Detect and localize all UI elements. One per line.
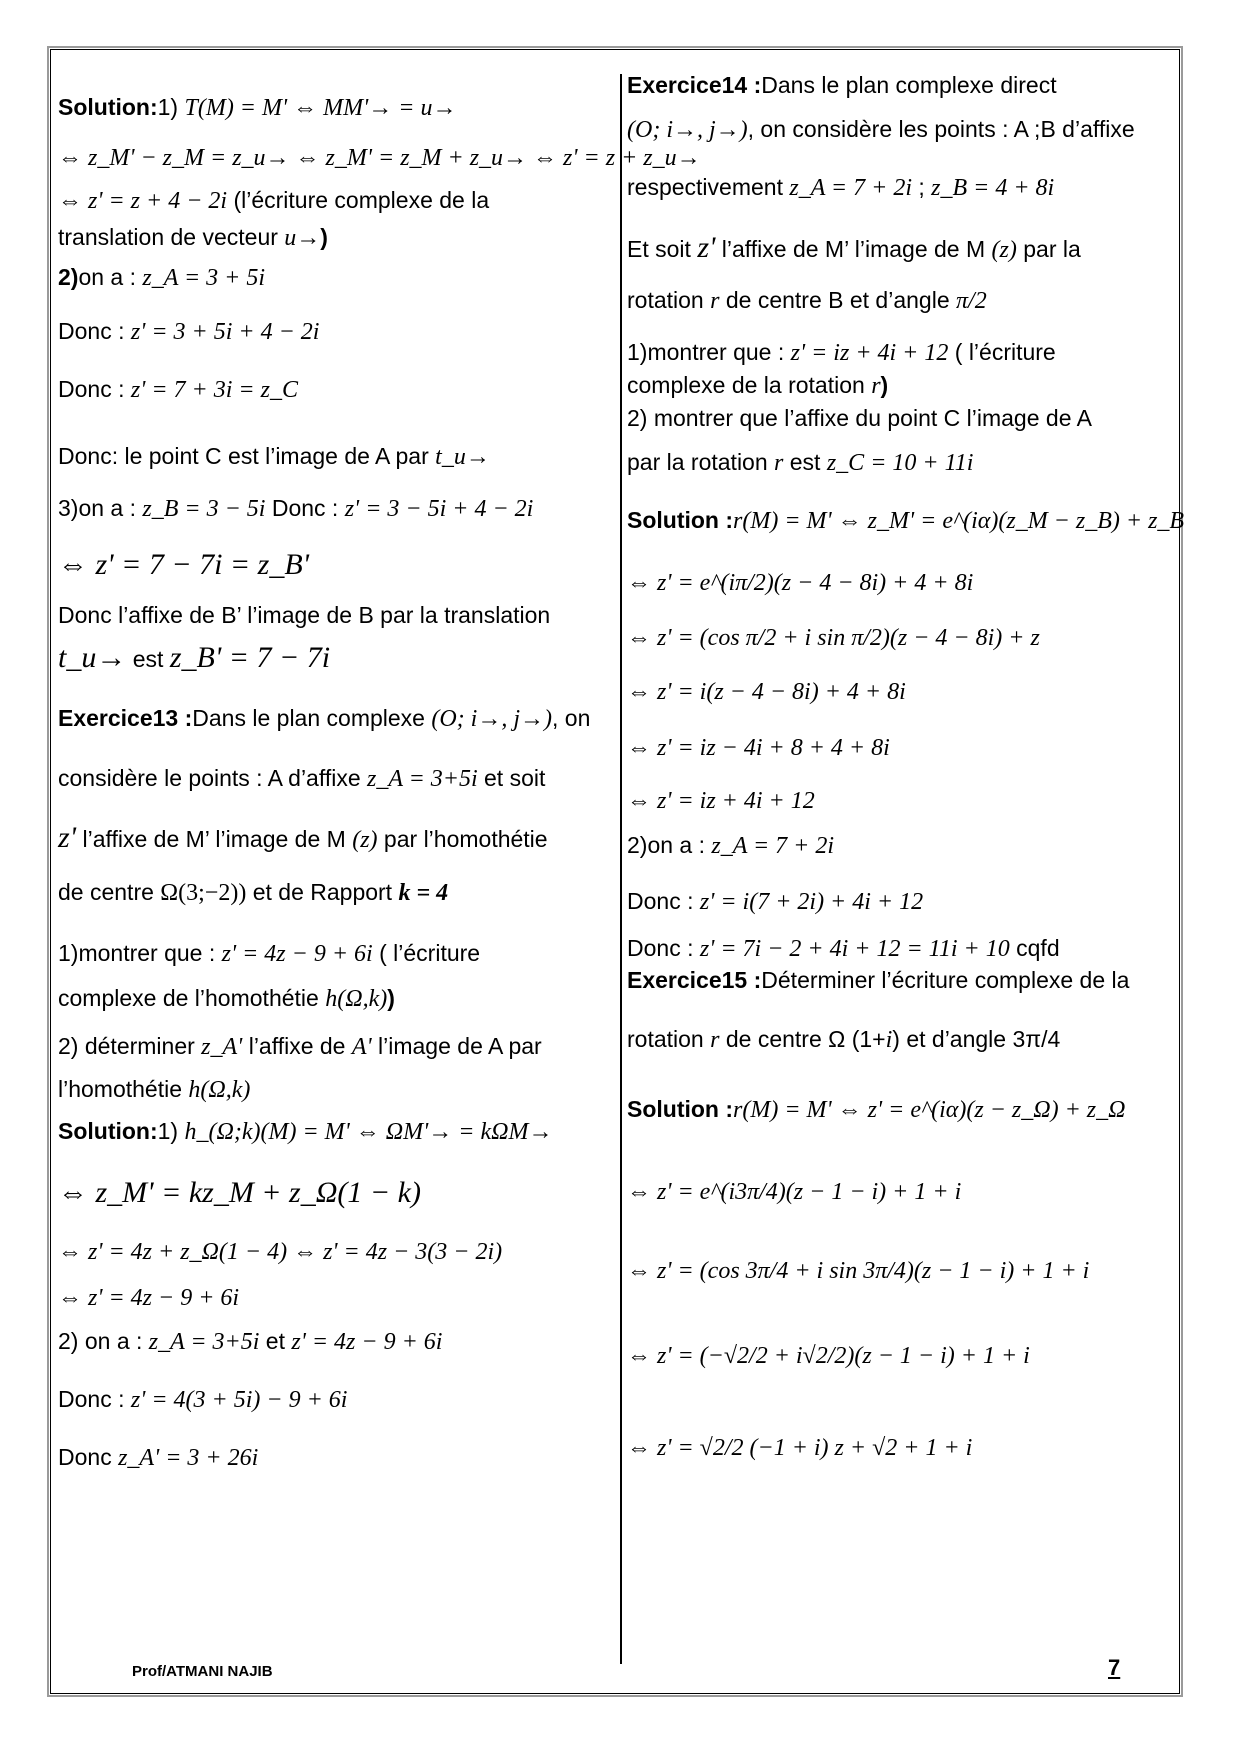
text: l’affixe de M’ l’image de M: [76, 826, 353, 852]
text: respectivement: [627, 174, 790, 200]
solution-13-line-3: [58, 1236, 502, 1267]
math-expr: (O; i→, j→): [627, 117, 748, 143]
solution-12-line-7: [58, 374, 298, 405]
solution-13-line-7: [58, 1442, 258, 1473]
solution-12-line-9: [58, 493, 533, 524]
math-expr: ⇔ z' = e^(i3π/4)(z − 1 − i) + 1 + i: [627, 1179, 962, 1205]
math-expr: h(Ω,k): [325, 986, 388, 1012]
text: Et soit: [627, 236, 698, 262]
math-expr: z' = 4(3 + 5i) − 9 + 6i: [130, 1387, 348, 1413]
exercise-14-line-3: [627, 172, 1054, 203]
solution-label: Solution:: [58, 1118, 158, 1144]
solution-14-line-3: [627, 622, 1040, 653]
text: 2) on a :: [58, 1328, 149, 1354]
solution-12-line-4: [58, 222, 328, 253]
text: et: [259, 1328, 292, 1354]
exercise-label: Exercice14 :: [627, 72, 762, 98]
text: cqfd: [1009, 935, 1060, 961]
text: ): [387, 985, 395, 1011]
solution-14-line-7: [627, 830, 834, 861]
text: 2) déterminer: [58, 1033, 202, 1059]
text: Donc :: [265, 495, 345, 521]
solution-15-line-5: [627, 1432, 972, 1463]
exercise-13-q1: [58, 938, 480, 969]
math-expr: ⇔ z' = i(z − 4 − 8i) + 4 + 8i: [627, 679, 906, 705]
text: l’image de A par: [371, 1033, 542, 1059]
text: ): [880, 372, 889, 398]
math-expr: z' = 4z − 9 + 6i: [291, 1329, 443, 1355]
text: de centre: [58, 879, 161, 905]
solution-13-line-2: [58, 1178, 421, 1209]
text: ;: [911, 174, 932, 200]
math-expr: ⇔ z' = e^(iπ/2)(z − 4 − 8i) + 4 + 8i: [627, 570, 974, 596]
math-expr: ⇔ z' = (−√2/2 + i√2/2)(z − 1 − i) + 1 + i: [627, 1343, 1030, 1369]
text: et de Rapport: [246, 879, 399, 905]
solution-13-line-1: [58, 1116, 552, 1147]
text: Donc :: [58, 1386, 131, 1412]
math-expr: z_A': [201, 1034, 243, 1060]
solution-12-line-2: [58, 142, 701, 173]
math-expr: ⇔ z' = z + 4 − 2i: [58, 188, 228, 214]
text: Donc :: [58, 376, 131, 402]
text: l’affixe de M’ l’image de M: [715, 236, 992, 262]
math-expr: ⇔ z' = (cos π/2 + i sin π/2)(z − 4 − 8i) + z: [627, 625, 1040, 651]
solution-14-line-6: [627, 785, 815, 816]
solution-14-line-1: [627, 505, 1184, 536]
exercise-14-line-2: [627, 114, 1135, 145]
math-expr: z': [58, 821, 77, 854]
solution-12-line-10: [58, 550, 309, 581]
solution-13-line-5: [58, 1326, 442, 1357]
exercise-14-heading: [627, 70, 1057, 100]
text: par l’homothétie: [377, 826, 548, 852]
math-expr: z_C = 10 + 11i: [826, 450, 974, 476]
solution-15-line-4: [627, 1340, 1030, 1371]
solution-15-line-1: [627, 1094, 1125, 1125]
math-expr: (z): [991, 237, 1017, 263]
exercise-13-line-2: [58, 763, 545, 794]
text: Donc: [58, 1444, 119, 1470]
solution-label: Solution :: [627, 1096, 734, 1122]
exercise-14-q1: [627, 337, 1056, 368]
solution-13-line-4: [58, 1282, 239, 1313]
text: 1)montrer que :: [627, 339, 791, 365]
solution-15-line-3: [627, 1255, 1089, 1286]
math-expr: z_B' = 7 − 7i: [169, 641, 331, 674]
math-expr: (z): [352, 827, 378, 853]
solution-12-line-11: [58, 600, 550, 630]
math-expr: ⇔ z' = 4z − 9 + 6i: [58, 1285, 240, 1311]
solution-13-line-6: [58, 1384, 347, 1415]
solution-14-line-5: [627, 732, 890, 763]
text: rotation: [627, 1026, 711, 1052]
math-expr: π/2: [956, 288, 987, 314]
math-expr: (O; i→, j→): [431, 706, 553, 732]
exercise-14-line-4: [627, 233, 1081, 265]
exercise-13-heading: [58, 703, 590, 734]
text: Donc :: [627, 935, 700, 961]
text: Donc: le point C est l’image de A par: [58, 443, 436, 469]
text: (l’écriture complexe de la: [227, 187, 490, 213]
exercise-14-q1-cont: [627, 370, 888, 401]
text: complexe de la rotation: [627, 372, 872, 398]
text: Dans le plan complexe direct: [761, 72, 1057, 98]
solution-12-line-5: [58, 262, 265, 293]
text: Donc :: [58, 318, 131, 344]
text: considère le points : A d’affixe: [58, 765, 367, 791]
math-expr: i: [885, 1027, 893, 1053]
text: , on considère les points : A ;B d’affixe: [747, 116, 1135, 142]
math-expr: Ω(3;−2)): [160, 880, 247, 906]
math-expr: z_B = 4 + 8i: [931, 175, 1055, 201]
exercise-15-heading: [627, 965, 1129, 995]
solution-label: Solution :: [627, 507, 734, 533]
text: Dans le plan complexe: [192, 705, 432, 731]
math-expr: T(M) = M' ⇔ MM'→ = u→: [184, 95, 457, 121]
math-expr: h(Ω,k): [188, 1077, 251, 1103]
text: ( l’écriture: [372, 940, 481, 966]
math-expr: k = 4: [398, 880, 449, 906]
text: l’affixe de: [242, 1033, 352, 1059]
exercise-14-line-5: [627, 285, 987, 316]
math-expr: z' = 4z − 9 + 6i: [221, 941, 373, 967]
exercise-13-line-4: [58, 877, 448, 908]
text: complexe de l’homothétie: [58, 985, 326, 1011]
step-number: 1): [157, 94, 179, 120]
math-expr: ⇔ z' = 7 − 7i = z_B': [58, 548, 310, 581]
math-expr: ⇔ z_M' = kz_M + z_Ω(1 − k): [58, 1176, 421, 1209]
math-expr: r: [710, 288, 720, 314]
text: Donc :: [627, 888, 700, 914]
math-expr: ⇔ z' = iz − 4i + 8 + 4 + 8i: [627, 735, 890, 761]
math-expr: z_A' = 3 + 26i: [118, 1445, 259, 1471]
author-footer: Prof/ATMANI NAJIB: [132, 1663, 273, 1680]
solution-14-line-8: [627, 886, 923, 917]
math-expr: A': [351, 1034, 372, 1060]
math-expr: r: [710, 1027, 720, 1053]
exercise-14-q2-cont: [627, 447, 973, 478]
math-expr: z_A = 7 + 2i: [789, 175, 912, 201]
exercise-label: Exercice15 :: [627, 967, 762, 993]
text: ( l’écriture: [948, 339, 1056, 365]
math-expr: z_A = 3+5i: [367, 766, 478, 792]
text: Donc l’affixe de B’ l’image de B par la translation: [58, 602, 551, 628]
math-expr: z' = iz + 4i + 12: [790, 340, 949, 366]
exercise-13-q1-cont: [58, 983, 395, 1014]
math-expr: z_B = 3 − 5i: [142, 496, 266, 522]
exercise-14-q2: [627, 403, 1092, 433]
solution-14-line-2: [627, 567, 973, 598]
text: 2)on a :: [627, 832, 712, 858]
text: l’homothétie: [58, 1076, 189, 1102]
text: 1): [157, 1118, 185, 1144]
exercise-label: Exercice13 :: [58, 705, 193, 731]
text: de centre B et d’angle: [719, 287, 957, 313]
solution-12-line-8: [58, 441, 490, 472]
solution-14-line-9: [627, 933, 1060, 964]
page-number: 7: [1108, 1655, 1121, 1680]
math-expr: t_u→: [435, 444, 490, 470]
text: par la rotation: [627, 449, 775, 475]
math-expr: r: [871, 373, 881, 399]
math-expr: r(M) = M' ⇔ z_M' = e^(iα)(z_M − z_B) + z_B: [733, 508, 1185, 534]
exercise-15-line-2: [627, 1024, 1060, 1055]
math-expr: z': [697, 231, 716, 264]
solution-12-line-1: [58, 92, 456, 123]
solution-12-line-6: [58, 316, 319, 347]
exercise-13-q2: [58, 1031, 542, 1062]
math-expr: z' = i(7 + 2i) + 4i + 12: [699, 889, 924, 915]
text: ): [320, 224, 328, 250]
math-expr: z' = 7i − 2 + 4i + 12 = 11i + 10: [699, 936, 1010, 962]
text: 3)on a :: [58, 495, 143, 521]
text: , on: [552, 705, 591, 731]
math-expr: ⇔ z_M' − z_M = z_u→ ⇔ z_M' = z_M + z_u→ ⇔ z' = z + z_u→: [58, 145, 701, 171]
text: Déterminer l’écriture complexe de la: [761, 967, 1130, 993]
exercise-13-q2-cont: [58, 1074, 250, 1105]
math-expr: z' = 3 − 5i + 4 − 2i: [344, 496, 534, 522]
exercise-13-line-3: [58, 823, 548, 855]
solution-label: Solution:: [58, 94, 158, 120]
text: et soit: [477, 765, 546, 791]
solution-14-line-4: [627, 676, 906, 707]
text: de centre Ω (1+: [719, 1026, 886, 1052]
text: 2) montrer que l’affixe du point C l’image de A: [627, 405, 1092, 431]
text: par la: [1016, 236, 1081, 262]
math-expr: ⇔ z' = √2/2 (−1 + i) z + √2 + 1 + i: [627, 1435, 973, 1461]
text: est: [126, 646, 170, 672]
solution-12-line-3: [58, 185, 489, 216]
math-expr: ⇔ z' = iz + 4i + 12: [627, 788, 815, 814]
math-expr: ⇔ z' = 4z + z_Ω(1 − 4) ⇔ z' = 4z − 3(3 − 2i): [58, 1239, 503, 1265]
math-expr: t_u→: [58, 641, 127, 674]
math-expr: z' = 3 + 5i + 4 − 2i: [130, 319, 320, 345]
solution-12-line-12: [58, 643, 330, 674]
text: on a :: [78, 264, 143, 290]
text: ) et d’angle 3π/4: [892, 1026, 1061, 1052]
math-expr: ⇔ z' = (cos 3π/4 + i sin 3π/4)(z − 1 − i) + 1 + i: [627, 1258, 1090, 1284]
solution-15-line-2: [627, 1176, 961, 1207]
text: rotation: [627, 287, 711, 313]
math-expr: z' = 7 + 3i = z_C: [130, 377, 298, 403]
step-label: 2): [58, 264, 79, 290]
column-divider: [620, 74, 622, 1664]
math-expr: u→: [284, 225, 321, 251]
math-expr: r: [774, 450, 784, 476]
text: translation de vecteur: [58, 224, 285, 250]
math-expr: z_A = 3+5i: [148, 1329, 260, 1355]
math-expr: r(M) = M' ⇔ z' = e^(iα)(z − z_Ω) + z_Ω: [733, 1097, 1126, 1123]
math-expr: z_A = 7 + 2i: [711, 833, 835, 859]
math-expr: h_(Ω;k)(M) = M' ⇔ ΩM'→ = kΩM→: [184, 1119, 553, 1145]
text: est: [783, 449, 827, 475]
math-expr: z_A = 3 + 5i: [142, 265, 266, 291]
text: 1)montrer que :: [58, 940, 222, 966]
